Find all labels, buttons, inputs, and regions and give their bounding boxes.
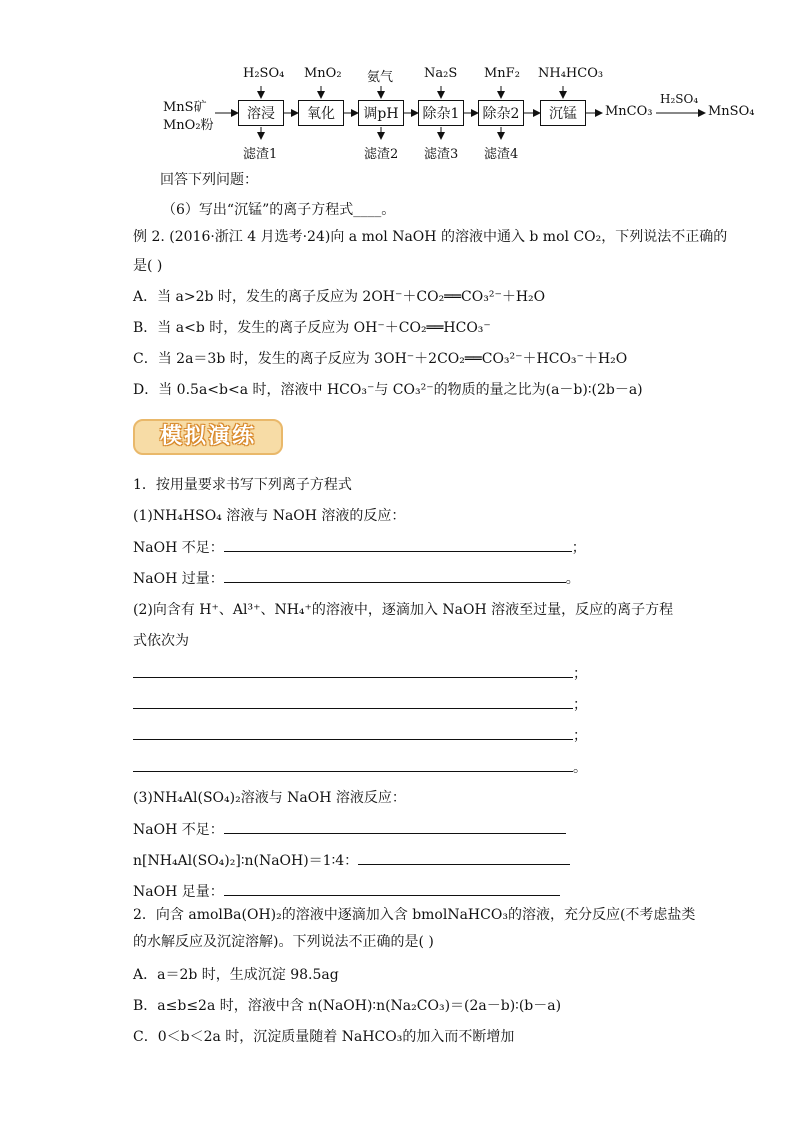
- example-2-option-a: A．当 a>2b 时，发生的离子反应为 2OH⁻＋CO₂══CO₃²⁻＋H₂O: [133, 289, 546, 305]
- problem-2-line-1: 2．向含 amolBa(OH)₂的溶液中逐滴加入含 bmolNaHCO₃的溶液，充分反应(不考虑盐类: [133, 907, 696, 923]
- step-box-5: 除杂2: [478, 100, 524, 126]
- answer-blank-1[interactable]: [224, 537, 572, 552]
- reagent-4: Na₂S: [424, 66, 458, 81]
- residue-3: 滤渣3: [424, 147, 459, 162]
- problem-1-sub-3-b: n[NH₄Al(SO₄)₂]∶n(NaOH)＝1∶4：: [133, 850, 570, 871]
- problem-1-title: 1．按用量要求书写下列离子方程式: [133, 477, 352, 493]
- answer-blank-2[interactable]: [224, 568, 566, 583]
- answer-blank-9[interactable]: [224, 881, 560, 896]
- example-2-line-2: 是( ): [133, 258, 163, 274]
- example-2-option-b: B．当 a<b 时，发生的离子反应为 OH⁻＋CO₂══HCO₃⁻: [133, 320, 491, 336]
- answer-blank-3[interactable]: [133, 663, 573, 678]
- step-box-3: 调pH: [358, 100, 404, 126]
- answer-blank-8[interactable]: [358, 850, 570, 865]
- answer-blank-5[interactable]: [133, 725, 573, 740]
- reagent-2: MnO₂: [304, 66, 342, 81]
- problem-1-sub-3-a: NaOH 不足：: [133, 819, 566, 840]
- problem-2-option-b: B．a≤b≤2a 时，溶液中含 n(NaOH)∶n(Na₂CO₃)＝(2a－b)∶(b－a): [133, 998, 562, 1014]
- problem-1-sub-1-a: NaOH 不足： ；: [133, 537, 586, 558]
- question-intro: 回答下列问题：: [160, 172, 258, 188]
- step-box-6: 沉锰: [540, 100, 586, 126]
- raw-material-2: MnO₂粉: [163, 118, 214, 133]
- product-mnso4: MnSO₄: [708, 104, 755, 119]
- problem-1-sub-1: (1)NH₄HSO₄ 溶液与 NaOH 溶液的反应：: [133, 508, 406, 524]
- problem-2-option-a: A．a＝2b 时，生成沉淀 98.5ag: [133, 967, 339, 983]
- problem-1-sub-2-line-1: (2)向含有 H⁺、Al³⁺、NH₄⁺的溶液中，逐滴加入 NaOH 溶液至过量，反应的离子方程: [133, 602, 674, 618]
- answer-line-4: 。: [133, 757, 587, 778]
- answer-line-1: ；: [133, 663, 587, 684]
- step-box-1: 溶浸: [238, 100, 284, 126]
- step-box-2: 氧化: [298, 100, 344, 126]
- problem-1-sub-1-b: NaOH 过量： 。: [133, 568, 580, 589]
- reagent-5: MnF₂: [484, 66, 520, 81]
- reagent-3: 氨气: [367, 70, 394, 85]
- reagent-6: NH₄HCO₃: [538, 66, 604, 81]
- residue-1: 滤渣1: [243, 147, 278, 162]
- answer-blank-6[interactable]: [133, 757, 573, 772]
- answer-line-2: ；: [133, 694, 587, 715]
- answer-blank-7[interactable]: [224, 819, 566, 834]
- example-2-option-d: D．当 0.5a<b<a 时，溶液中 HCO₃⁻与 CO₃²⁻的物质的量之比为(a－b)∶(2b－a): [133, 382, 643, 398]
- residue-4: 滤渣4: [484, 147, 519, 162]
- practice-badge: 模拟演练: [133, 419, 283, 455]
- arrow-reagent: H₂SO₄: [660, 92, 699, 106]
- example-2-option-c: C．当 2a＝3b 时，发生的离子反应为 3OH⁻＋2CO₂══CO₃²⁻＋HCO₃⁻＋H₂O: [133, 351, 628, 367]
- answer-line-3: ；: [133, 725, 587, 746]
- question-6: （6）写出“沉锰”的离子方程式____。: [162, 202, 396, 218]
- problem-2-option-c: C．0＜b＜2a 时，沉淀质量随着 NaHCO₃的加入而不断增加: [133, 1029, 515, 1045]
- example-2-line-1: 例 2. (2016·浙江 4 月选考·24)向 a mol NaOH 的溶液中通入 b mol CO₂，下列说法不正确的: [133, 229, 728, 245]
- problem-1-sub-2-line-2: 式依次为: [133, 633, 189, 649]
- step-box-4: 除杂1: [418, 100, 464, 126]
- answer-blank-4[interactable]: [133, 694, 573, 709]
- product-mnco3: MnCO₃: [605, 104, 653, 119]
- reagent-1: H₂SO₄: [243, 66, 285, 81]
- problem-2-line-2: 的水解反应及沉淀溶解)。下列说法不正确的是( ): [133, 934, 434, 950]
- problem-1-sub-3: (3)NH₄Al(SO₄)₂溶液与 NaOH 溶液反应：: [133, 790, 406, 806]
- problem-1-sub-3-c: NaOH 足量：: [133, 881, 560, 902]
- residue-2: 滤渣2: [364, 147, 399, 162]
- raw-material-1: MnS矿: [163, 100, 207, 115]
